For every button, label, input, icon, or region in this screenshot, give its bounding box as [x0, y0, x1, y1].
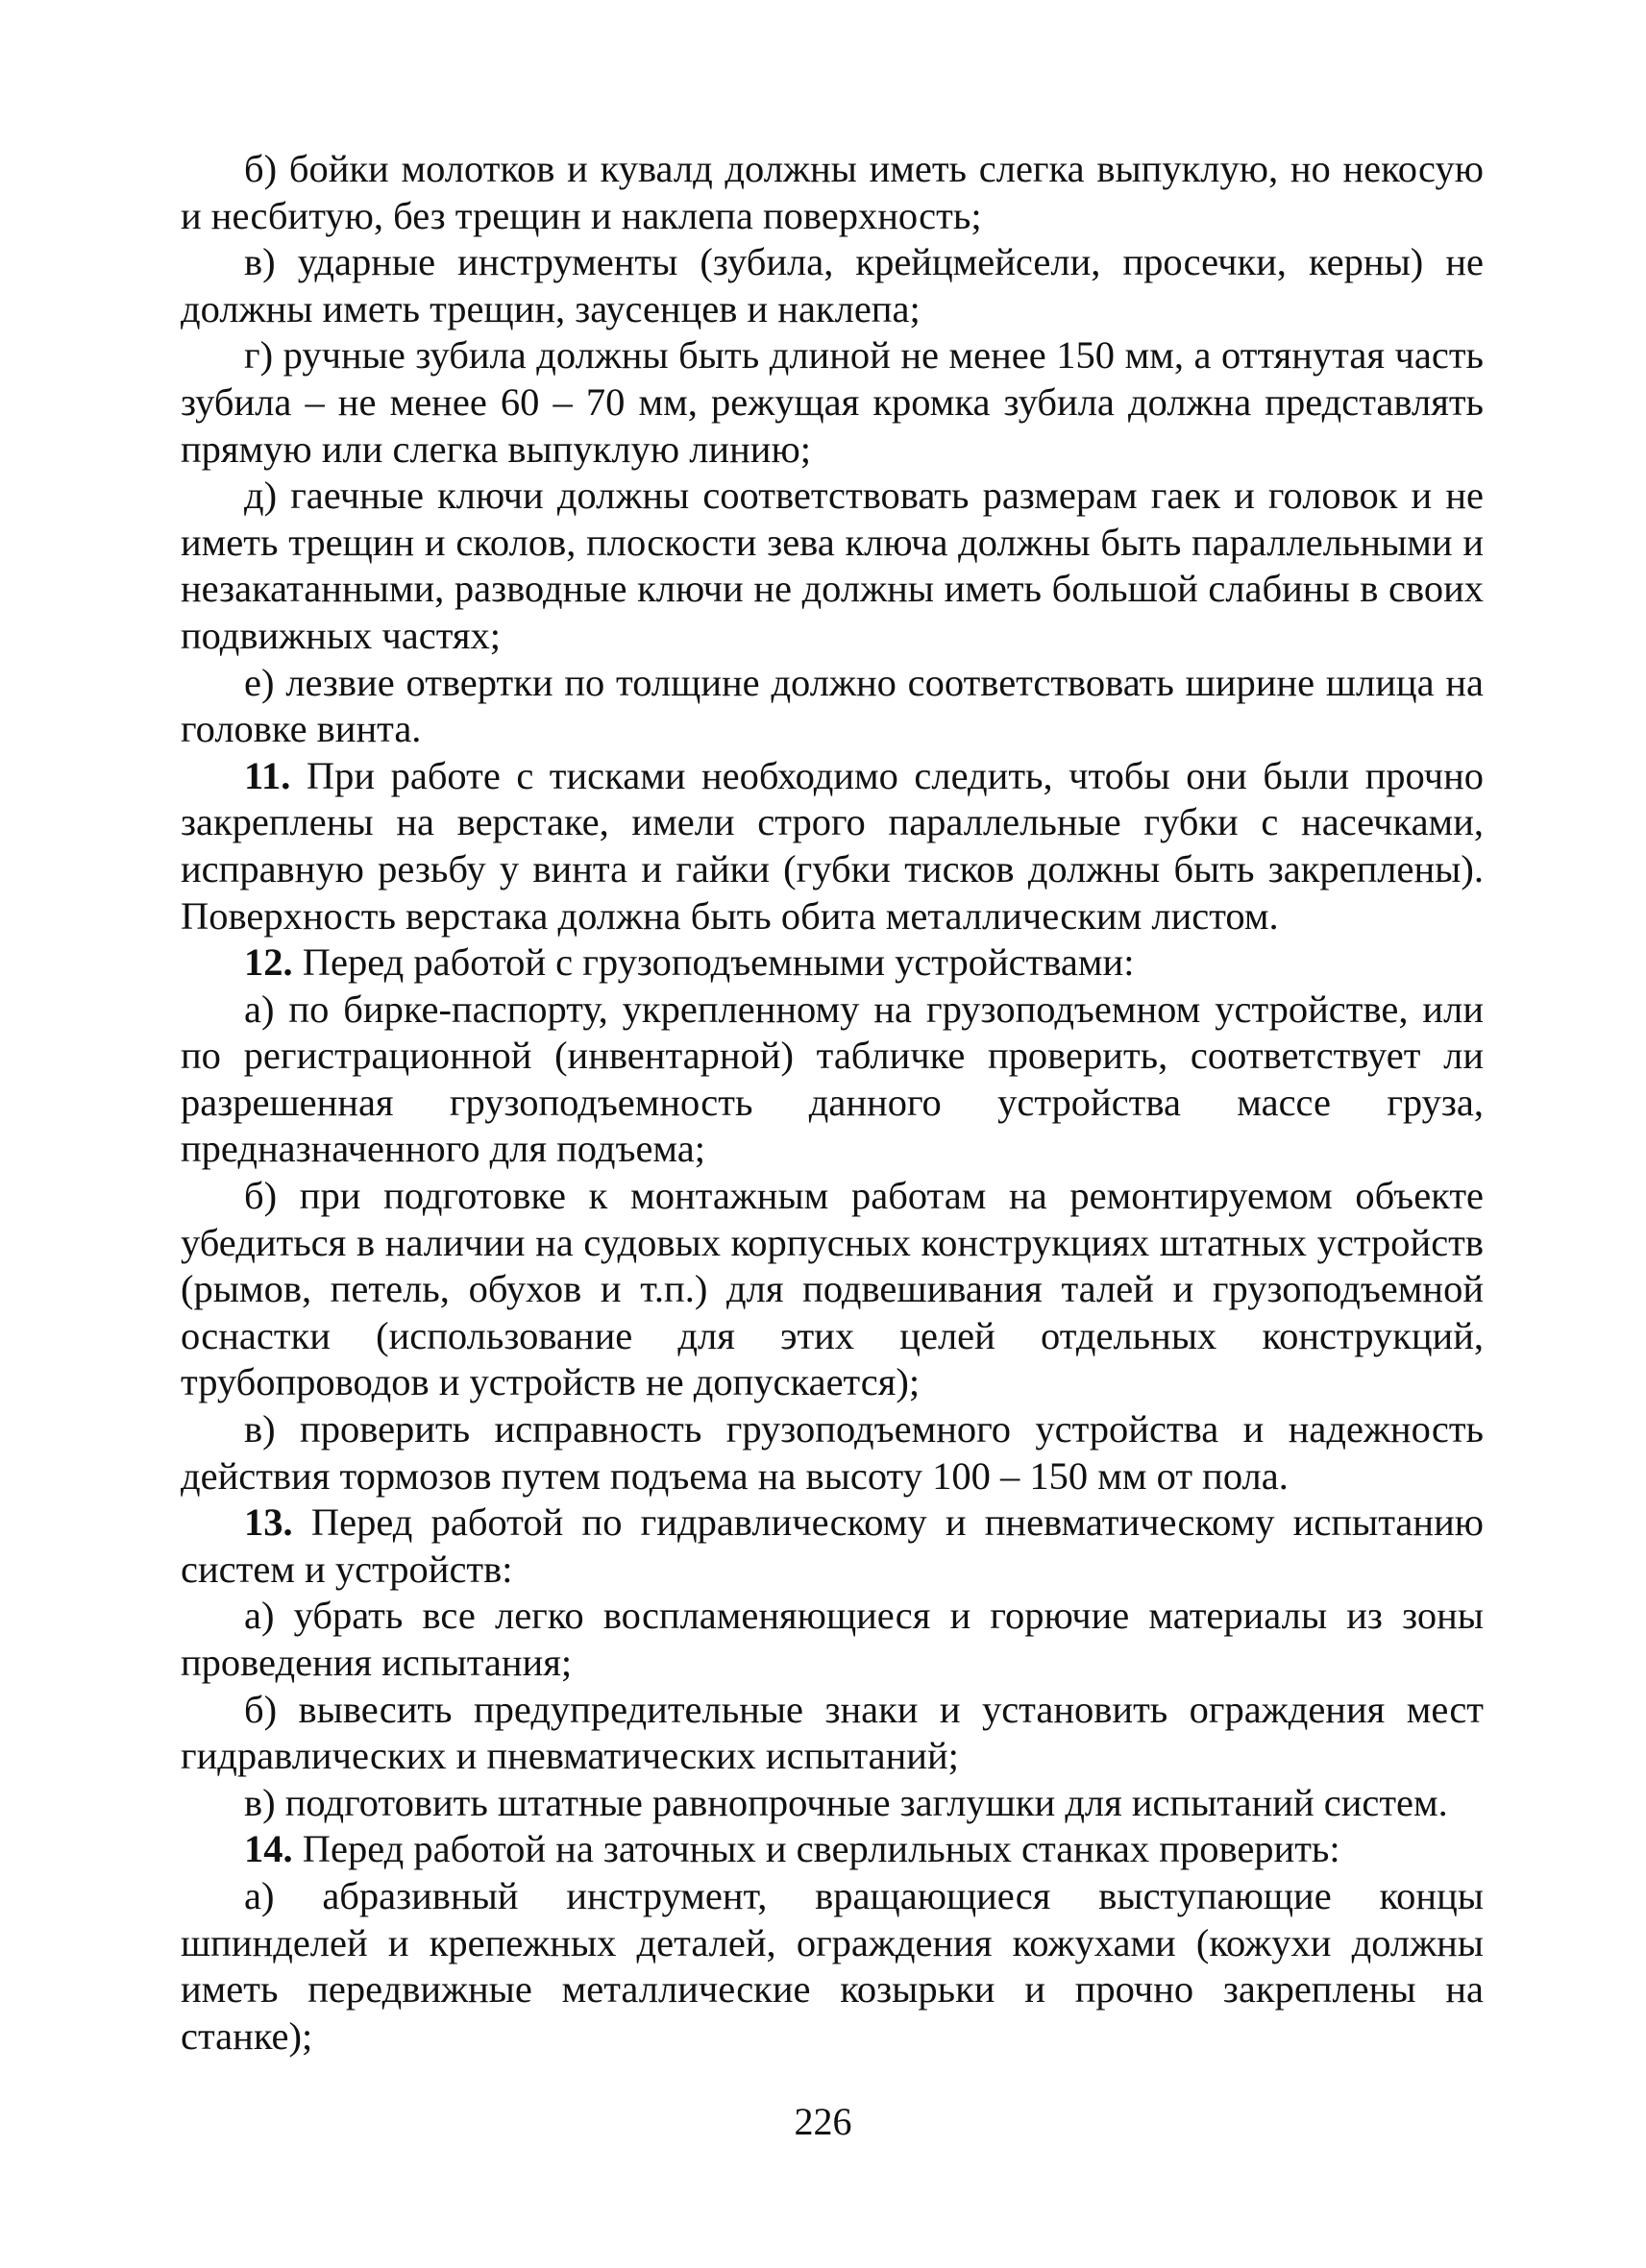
paragraph-text: е) лезвие отвертки по толщине должно соответствовать ширине шлица на головке винта. — [181, 660, 1484, 751]
paragraph-text: Перед работой с грузоподъемными устройствами: — [302, 940, 1135, 985]
paragraph-number: 14. — [244, 1827, 293, 1871]
paragraph-v-impact-tools — [181, 239, 1484, 332]
paragraph-v-brake-check — [181, 1406, 1484, 1500]
paragraph-text: в) подготовить штатные равнопрочные заглушки для испытаний систем. — [244, 1780, 1448, 1824]
paragraph-g-chisels — [181, 332, 1484, 473]
paragraph-b-hammer-heads — [181, 146, 1484, 239]
paragraph-e-screwdriver — [181, 660, 1484, 753]
paragraph-13-pressure-testing — [181, 1500, 1484, 1593]
paragraph-a-remove-flammables — [181, 1593, 1484, 1686]
paragraph-text: а) убрать все легко воспламеняющиеся и горючие материалы из зоны проведения испытания; — [181, 1594, 1484, 1684]
paragraph-text: Перед работой по гидравлическому и пневматическому испытанию систем и устройств: — [181, 1500, 1484, 1591]
paragraph-12-lifting-devices — [181, 939, 1484, 987]
paragraph-text: в) проверить исправность грузоподъемного устройства и надежность действия тормозов путем подъема на высоту 100 – 150 мм от пола. — [181, 1407, 1484, 1498]
paragraph-v-plugs — [181, 1780, 1484, 1827]
paragraph-text: г) ручные зубила должны быть длиной не менее 150 мм, а оттянутая часть зубила – не менее 60 – 70 мм, режущая кромка зубила должна представлять прямую или слегка выпуклую линию; — [181, 333, 1484, 471]
paragraph-text: в) ударные инструменты (зубила, крейцмейсели, просечки, керны) не должны иметь трещин, заусенцев и наклепа; — [181, 240, 1484, 330]
paragraph-text: а) абразивный инструмент, вращающиеся выступающие концы шпинделей и крепежных деталей, ограждения кожухами (кожухи должны иметь передвижные металлические козырьки и прочно закреплены на станке); — [181, 1873, 1484, 2058]
paragraph-text: а) по бирке-паспорту, укрепленному на грузоподъемном устройстве, или по регистрационной (инвентарной) табличке проверить, соответствует ли разрешенная грузоподъемность данного устройства массе груза, предназначенного для подъема; — [181, 987, 1484, 1171]
paragraph-b-warning-signs — [181, 1687, 1484, 1780]
paragraph-11-vise — [181, 753, 1484, 939]
paragraph-number: 11. — [244, 753, 291, 797]
paragraph-a-capacity-check — [181, 987, 1484, 1173]
paragraph-number: 13. — [244, 1500, 293, 1545]
paragraph-text: б) бойки молотков и кувалд должны иметь слегка выпуклую, но некосую и несбитую, без трещин и наклепа поверхность; — [181, 147, 1484, 237]
paragraph-text: Перед работой на заточных и сверлильных станках проверить: — [302, 1827, 1340, 1871]
paragraph-d-wrenches — [181, 473, 1484, 659]
paragraph-14-grinding-drilling — [181, 1826, 1484, 1873]
paragraph-text: При работе с тисками необходимо следить, чтобы они были прочно закреплены на верстаке, имели строго параллельные губки с насечками, исправную резьбу у винта и гайки (губки тисков должны быть закреплены). Поверхность верстака должна быть обита металлическим листом. — [181, 753, 1484, 938]
paragraph-a-abrasive-tool — [181, 1873, 1484, 2060]
paragraph-text: д) гаечные ключи должны соответствовать размерам гаек и головок и не иметь трещин и сколов, плоскости зева ключа должны быть параллельными и незакатанными, разводные ключи не должны иметь большой слабины в своих подвижных частях; — [181, 474, 1484, 657]
paragraph-b-mounting-prep — [181, 1173, 1484, 1406]
paragraph-number: 12. — [244, 940, 293, 985]
page-body — [181, 146, 1484, 2060]
paragraph-text: б) при подготовке к монтажным работам на ремонтируемом объекте убедиться в наличии на судовых корпусных конструкциях штатных устройств (рымов, петель, обухов и т.п.) для подвешивания талей и грузоподъемной оснастки (использование для этих целей отдельных конструкций, трубопроводов и устройств не допускается); — [181, 1174, 1484, 1404]
paragraph-text: б) вывесить предупредительные знаки и установить ограждения мест гидравлических и пневматических испытаний; — [181, 1687, 1484, 1778]
page-number: 226 — [794, 2100, 852, 2143]
